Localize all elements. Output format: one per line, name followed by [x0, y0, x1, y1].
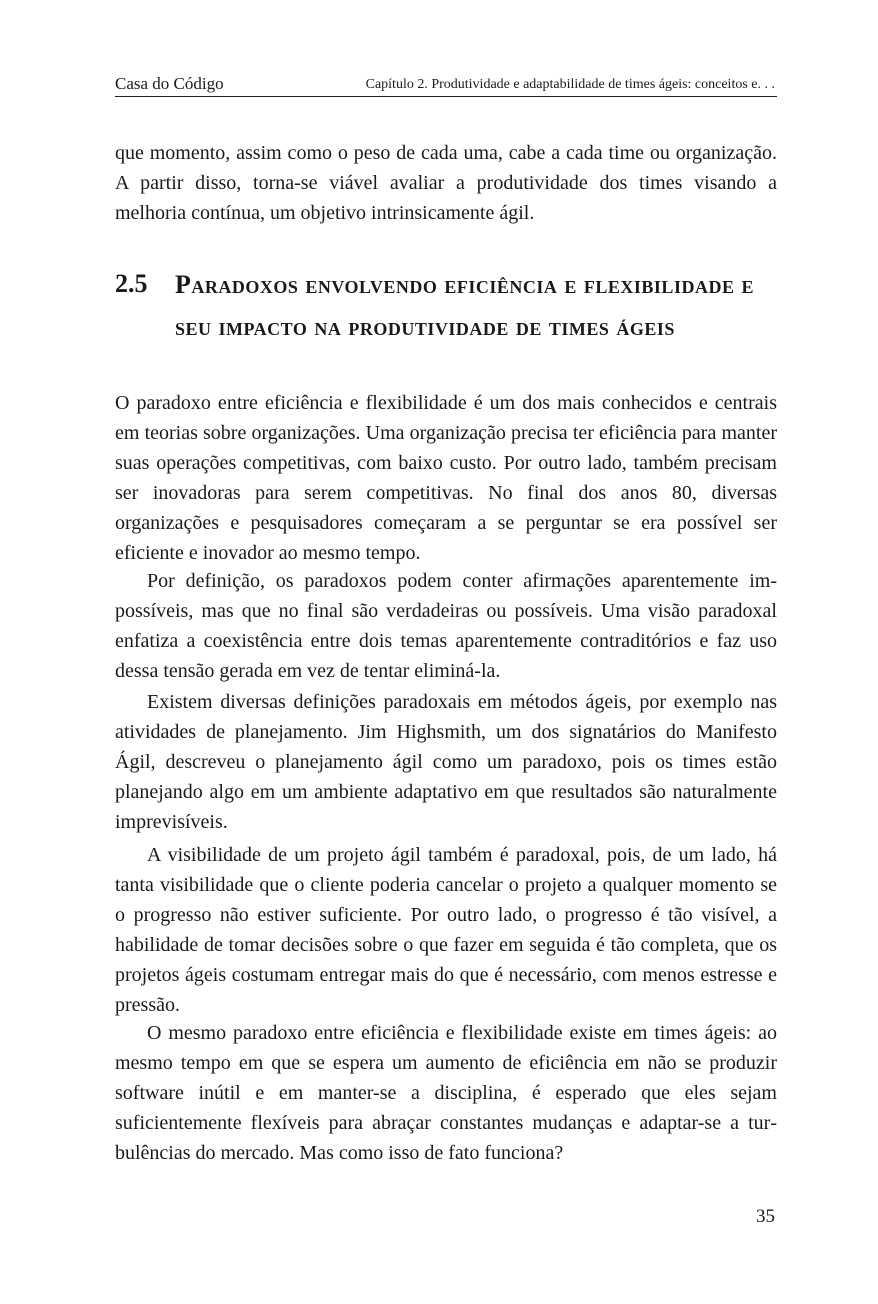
section-title: Paradoxos envolvendo eficiência e flexibilidade e seu impacto na produtividade de times ágeis [175, 270, 754, 341]
chapter-title-header: Capítulo 2. Produtividade e adaptabilidade de times ágeis: conceitos e. . . [365, 77, 775, 92]
paragraph-agile-teams: O mesmo paradoxo entre eficiência e flexibilidade existe em times ágeis: ao mesmo tempo em que se espera um aumento de eficiência em não se produzir software inútil e em manter-se a disciplina, é esperado que eles sejam suficientemente flexíveis para abraçar constantes mudanças e adaptar-se a turbulências do mercado. Mas como isso de fato funciona? [115, 1022, 777, 1164]
section-number: 2.5 [115, 269, 148, 298]
running-header [115, 74, 777, 97]
intro-paragraph: que momento, assim como o peso de cada uma, cabe a cada time ou organização. A partir disso, torna-se viável avaliar a produtividade dos times visando a melhoria contínua, um objetivo intrinsicamente ágil. [115, 142, 777, 224]
page-number: 35 [756, 1206, 775, 1227]
paragraph-efficiency-flexibility: O paradoxo entre eficiência e flexibilidade é um dos mais conhecidos e centrais em teorias sobre organizações. Uma organização precisa ter eficiência para manter suas operações competitivas, com baixo custo. Por outro lado, também precisam ser inovadoras para serem competitivas. No final dos anos 80, diversas organizações e pesquisadores começaram a se perguntar se era possível ser eficiente e inovador ao mesmo tempo. [115, 392, 777, 564]
paragraph-paradox-definition: Por definição, os paradoxos podem conter afirmações aparentemente impossíveis, mas que no final são verdadeiras ou possíveis. Uma visão paradoxal enfatiza a coexistência entre dois temas aparentemente contraditórios e faz uso dessa tensão gerada em vez de tentar eliminá-la. [115, 570, 777, 682]
book-title-header: Casa do Código [115, 74, 224, 93]
paragraph-visibility: A visibilidade de um projeto ágil também é paradoxal, pois, de um lado, há tanta visibilidade que o cliente poderia cancelar o projeto a qualquer momento se o progresso não estiver suficiente. Por outro lado, o progresso é tão visível, a habilidade de tomar decisões sobre o que fazer em seguida é tão completa, que os projetos ágeis costumam entregar mais do que é necessário, com menos estresse e pressão. [115, 844, 777, 1016]
paragraph-agile-planning: Existem diversas definições paradoxais em métodos ágeis, por exemplo nas atividades de planejamento. Jim Highsmith, um dos signatários do Manifesto Ágil, descreveu o planejamento ágil como um paradoxo, pois os times estão planejando algo em um ambiente adaptativo em que resultados são naturalmente imprevisíveis. [115, 691, 777, 833]
